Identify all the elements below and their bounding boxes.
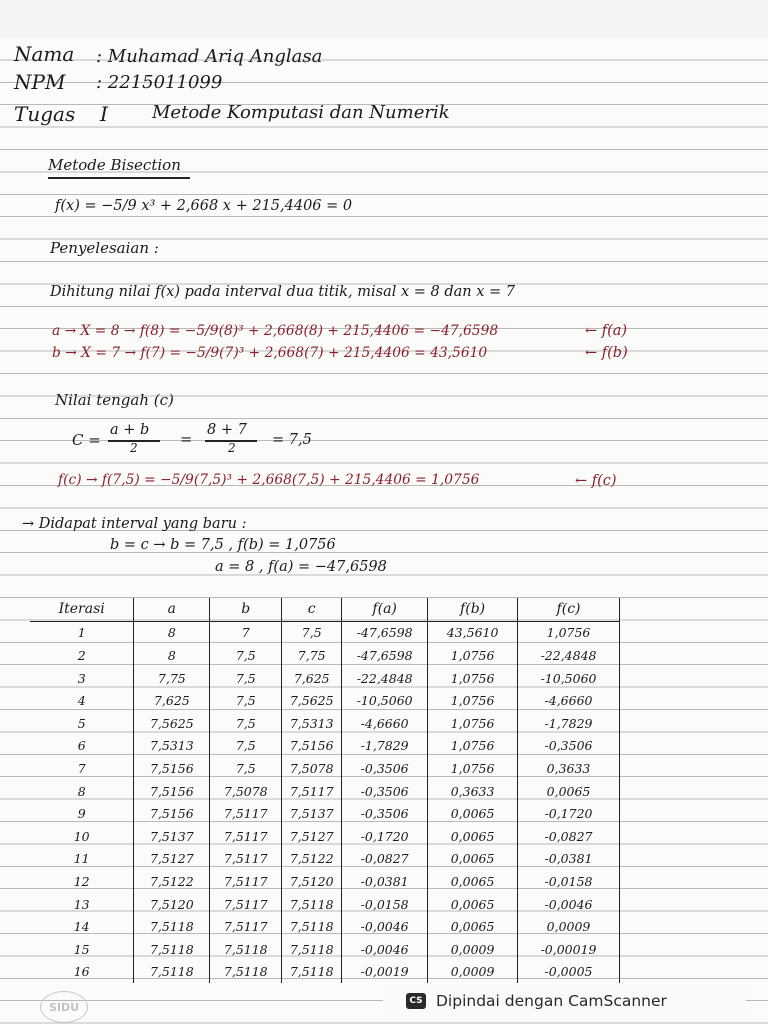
nama-label: Nama <box>14 42 75 66</box>
table-header-cell: Iterasi <box>30 598 134 621</box>
table-row <box>30 802 620 825</box>
table-cell: 7,5118 <box>282 893 342 916</box>
table-header-cell: f(a) <box>342 598 428 621</box>
table-cell: 7,5122 <box>134 870 210 893</box>
a-update: a = 8 , f(a) = −47,6598 <box>215 559 387 575</box>
solution-label: Penyelesaian : <box>50 239 159 257</box>
table-cell: 7,5 <box>210 712 282 735</box>
table-cell: -47,6598 <box>342 644 428 667</box>
c-result: = 7,5 <box>272 432 312 448</box>
table-cell: 2 <box>77 647 86 663</box>
table-cell: -0,0158 <box>342 893 428 916</box>
table-cell: 7,5156 <box>134 780 210 803</box>
table-cell: -0,3506 <box>342 757 428 780</box>
table-cell: 7,5156 <box>134 802 210 825</box>
table-row <box>30 667 620 690</box>
table-cell: 0,0065 <box>428 848 518 871</box>
table-cell: 7,5118 <box>210 961 282 984</box>
tugas-number: I <box>100 102 108 126</box>
table-cell: 7,5118 <box>282 915 342 938</box>
table-cell: 11 <box>73 851 90 867</box>
camscanner-text: Dipindai dengan CamScanner <box>436 992 667 1010</box>
table-cell: -0,0158 <box>518 870 620 893</box>
table-cell: -10,5060 <box>518 667 620 690</box>
table-row <box>30 870 620 893</box>
table-cell: -0,0827 <box>518 825 620 848</box>
table-row <box>30 735 620 758</box>
table-cell: -1,7829 <box>342 735 428 758</box>
camscanner-icon: CS <box>406 993 426 1009</box>
table-cell: -0,3506 <box>342 780 428 803</box>
table-cell: 4 <box>77 693 86 709</box>
table-cell: 0,0065 <box>518 780 620 803</box>
table-cell: 7,625 <box>134 689 210 712</box>
npm-value: : 2215011099 <box>96 72 223 93</box>
table-header-cell: a <box>134 598 210 621</box>
table-cell: -0,1720 <box>342 825 428 848</box>
table-cell: 0,0009 <box>518 915 620 938</box>
nama-value: : Muhamad Ariq Anglasa <box>96 46 323 67</box>
b-tag: ← f(b) <box>585 345 628 361</box>
table-cell: 7 <box>210 621 282 644</box>
table-header-cell: f(b) <box>428 598 518 621</box>
table-cell: 1 <box>77 625 86 641</box>
table-cell: 3 <box>77 670 86 686</box>
table-cell: 7,5 <box>210 667 282 690</box>
table-cell: 16 <box>73 964 90 980</box>
tugas-label: Tugas <box>14 102 76 126</box>
table-cell: 6 <box>77 738 86 754</box>
table-row <box>30 621 620 644</box>
table-cell: 7,5078 <box>210 780 282 803</box>
table-cell: 7,5118 <box>282 961 342 984</box>
table-cell: 10 <box>73 828 90 844</box>
table-row <box>30 893 620 916</box>
table-cell: 0,0065 <box>428 893 518 916</box>
table-cell: 7,5120 <box>134 893 210 916</box>
table-cell: 7,5120 <box>282 870 342 893</box>
table-cell: 7,5625 <box>134 712 210 735</box>
table-cell: 7,5127 <box>134 848 210 871</box>
new-interval-label: → Didapat interval yang baru : <box>22 516 247 532</box>
table-cell: 7,5117 <box>210 825 282 848</box>
table-cell: 7,5137 <box>282 802 342 825</box>
table-cell: 7,5 <box>210 644 282 667</box>
table-cell: 7,5156 <box>134 757 210 780</box>
table-cell: 7,5 <box>210 735 282 758</box>
table-cell: 13 <box>73 896 90 912</box>
table-cell: -0,1720 <box>518 802 620 825</box>
table-body <box>30 621 620 983</box>
table-row <box>30 757 620 780</box>
table-cell: -47,6598 <box>342 621 428 644</box>
table-cell: 7,5313 <box>134 735 210 758</box>
table-cell: 7,5313 <box>282 712 342 735</box>
table-cell: -10,5060 <box>342 689 428 712</box>
table-cell: -0,3506 <box>342 802 428 825</box>
table-cell: 7,625 <box>282 667 342 690</box>
table-cell: 1,0756 <box>428 644 518 667</box>
table-row <box>30 644 620 667</box>
table-cell: -0,00019 <box>518 938 620 961</box>
table-cell: 0,3633 <box>518 757 620 780</box>
table-cell: -4,6660 <box>342 712 428 735</box>
table-header-cell: f(c) <box>518 598 620 621</box>
table-cell: 0,0065 <box>428 802 518 825</box>
tugas-value: Metode Komputasi dan Numerik <box>152 102 450 123</box>
table-cell: -0,3506 <box>518 735 620 758</box>
table-cell: -0,0019 <box>342 961 428 984</box>
c-lhs: C = <box>72 431 101 449</box>
table-cell: 7,5117 <box>210 848 282 871</box>
table-cell: 0,0065 <box>428 825 518 848</box>
table-cell: 1,0756 <box>428 757 518 780</box>
table-cell: 1,0756 <box>428 735 518 758</box>
table-row <box>30 915 620 938</box>
table-cell: -22,4848 <box>518 644 620 667</box>
table-cell: 7,5118 <box>134 915 210 938</box>
npm-label: NPM <box>14 70 66 94</box>
table-cell: -0,0005 <box>518 961 620 984</box>
page-top-margin <box>0 0 768 38</box>
table-cell: -0,0046 <box>342 915 428 938</box>
c-frac1-den: 2 <box>130 441 138 455</box>
table-cell: 14 <box>73 919 90 935</box>
iteration-table <box>30 598 620 983</box>
table-cell: 7 <box>77 760 86 776</box>
table-cell: 0,0009 <box>428 938 518 961</box>
table-cell: 7,5118 <box>134 938 210 961</box>
table-cell: 8 <box>77 783 86 799</box>
table-cell: 0,0065 <box>428 870 518 893</box>
intro-text: Dihitung nilai f(x) pada interval dua titik, misal x = 8 dan x = 7 <box>50 284 516 300</box>
fc-tag: ← f(c) <box>575 473 617 489</box>
table-cell: -0,0046 <box>342 938 428 961</box>
c-frac1-num: a + b <box>110 422 150 438</box>
table-cell: 7,75 <box>282 644 342 667</box>
table-cell: 8 <box>134 621 210 644</box>
table-cell: 7,5117 <box>210 915 282 938</box>
table-cell: 9 <box>77 806 86 822</box>
table-cell: 5 <box>77 715 86 731</box>
table-row <box>30 961 620 984</box>
table-cell: -0,0046 <box>518 893 620 916</box>
c-frac2-num: 8 + 7 <box>207 422 247 438</box>
table-cell: 7,5 <box>210 757 282 780</box>
table-cell: 15 <box>73 941 90 957</box>
table-cell: -0,0381 <box>342 870 428 893</box>
table-cell: 7,5117 <box>210 802 282 825</box>
table-cell: 7,5127 <box>282 825 342 848</box>
method-title-underline <box>48 177 190 179</box>
table-row <box>30 825 620 848</box>
table-cell: 1,0756 <box>518 621 620 644</box>
table-cell: 7,5 <box>282 621 342 644</box>
table-cell: 1,0756 <box>428 689 518 712</box>
table-cell: 0,0009 <box>428 961 518 984</box>
table-cell: -0,0381 <box>518 848 620 871</box>
table-header-cell: c <box>282 598 342 621</box>
table-cell: 1,0756 <box>428 712 518 735</box>
table-cell: 7,5122 <box>282 848 342 871</box>
mid-label: Nilai tengah (c) <box>55 391 174 409</box>
table-cell: 7,75 <box>134 667 210 690</box>
table-cell: -1,7829 <box>518 712 620 735</box>
table-cell: 0,3633 <box>428 780 518 803</box>
table-cell: 7,5156 <box>282 735 342 758</box>
table-cell: 0,0065 <box>428 915 518 938</box>
table-cell: 12 <box>73 873 90 889</box>
table-cell: 7,5625 <box>282 689 342 712</box>
table-cell: 7,5118 <box>210 938 282 961</box>
b-update: b = c → b = 7,5 , f(b) = 1,0756 <box>110 537 336 553</box>
table-cell: 7,5137 <box>134 825 210 848</box>
table-header-cell: b <box>210 598 282 621</box>
b-line: b → X = 7 → f(7) = −5/9(7)³ + 2,668(7) + 215,4406 = 43,5610 <box>52 345 488 361</box>
table-cell: -22,4848 <box>342 667 428 690</box>
c-eq: = <box>180 432 193 448</box>
table-header-row <box>30 598 620 621</box>
table-row <box>30 712 620 735</box>
function-equation: f(x) = −5/9 x³ + 2,668 x + 215,4406 = 0 <box>55 198 353 214</box>
table-cell: 43,5610 <box>428 621 518 644</box>
table-cell: 7,5117 <box>210 893 282 916</box>
a-line: a → X = 8 → f(8) = −5/9(8)³ + 2,668(8) + 215,4406 = −47,6598 <box>52 323 499 339</box>
table-cell: 7,5118 <box>282 938 342 961</box>
table-row <box>30 938 620 961</box>
fc-line: f(c) → f(7,5) = −5/9(7,5)³ + 2,668(7,5) + 215,4406 = 1,0756 <box>58 472 480 488</box>
a-tag: ← f(a) <box>585 323 628 339</box>
table-cell: 7,5 <box>210 689 282 712</box>
table-cell: 7,5118 <box>134 961 210 984</box>
sidu-stamp: SIDU <box>40 991 88 1023</box>
table-cell: 7,5117 <box>282 780 342 803</box>
table-cell: 7,5117 <box>210 870 282 893</box>
table-cell: -0,0827 <box>342 848 428 871</box>
table-row <box>30 689 620 712</box>
table-cell: 7,5078 <box>282 757 342 780</box>
method-title: Metode Bisection <box>48 156 181 174</box>
c-frac2-den: 2 <box>228 441 236 455</box>
table-row <box>30 780 620 803</box>
table-cell: 8 <box>134 644 210 667</box>
table-cell: -4,6660 <box>518 689 620 712</box>
table-row <box>30 848 620 871</box>
table-cell: 1,0756 <box>428 667 518 690</box>
